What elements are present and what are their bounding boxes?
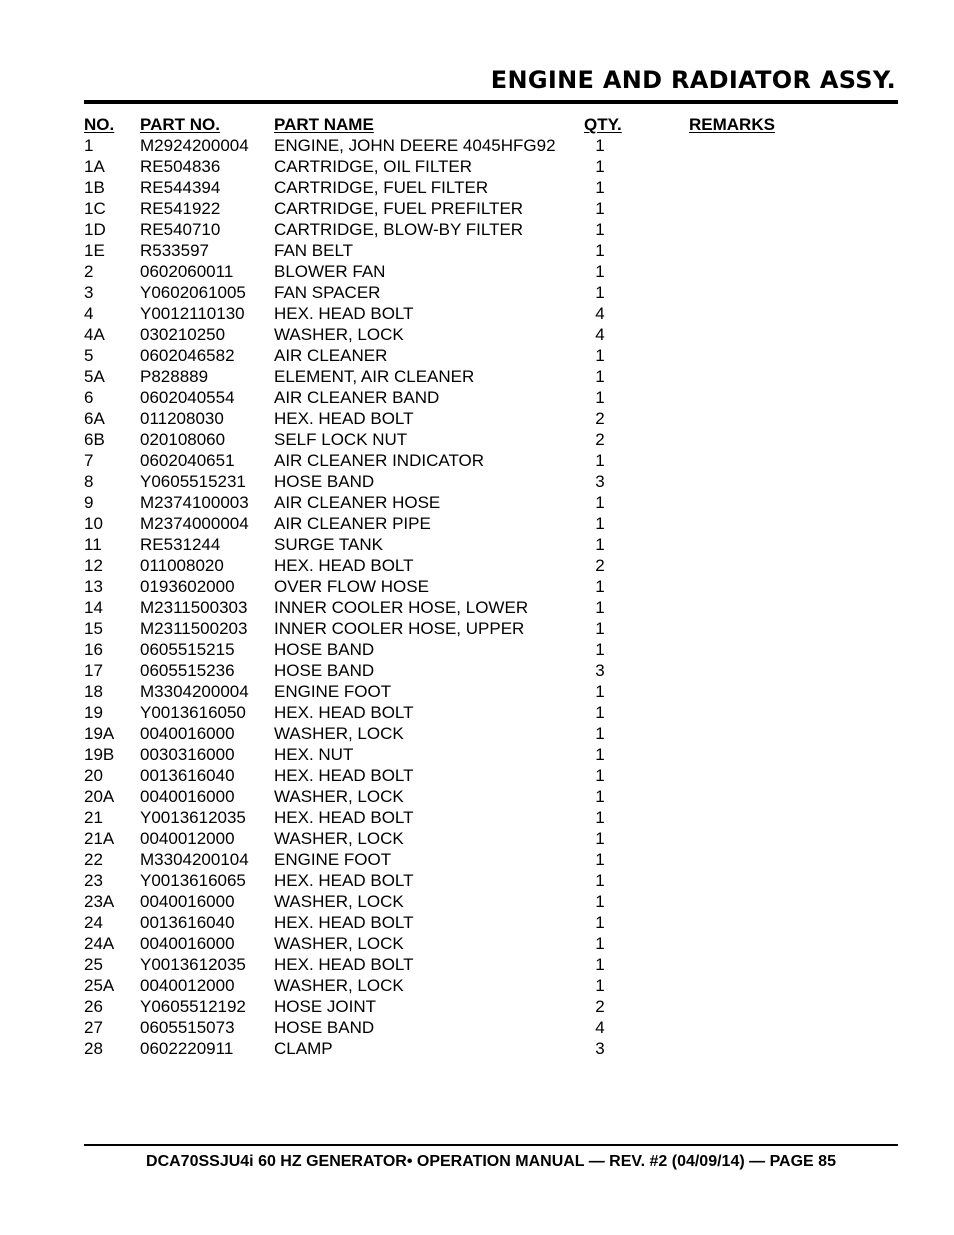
cell-no: 1 xyxy=(84,136,94,155)
cell-part-name: WASHER, LOCK xyxy=(274,724,404,743)
cell-part-name: HEX. HEAD BOLT xyxy=(274,703,414,722)
table-row xyxy=(84,849,898,870)
table-row xyxy=(84,261,898,282)
cell-qty: 1 xyxy=(595,850,605,869)
cell-no: 5 xyxy=(84,346,94,365)
cell-part-no: 0602060011 xyxy=(140,262,234,281)
cell-part-no: 0030316000 xyxy=(140,745,235,764)
cell-part-name: ELEMENT, AIR CLEANER xyxy=(274,367,475,386)
cell-part-no: 020108060 xyxy=(140,430,226,449)
table-row xyxy=(84,1017,898,1038)
table-row xyxy=(84,429,898,450)
cell-part-name: OVER FLOW HOSE xyxy=(274,577,429,596)
table-row xyxy=(84,702,898,723)
cell-part-name: HEX. HEAD BOLT xyxy=(274,556,414,575)
cell-part-name: HOSE BAND xyxy=(274,661,375,680)
cell-no: 8 xyxy=(84,472,94,491)
cell-no: 25A xyxy=(84,976,115,995)
table-row xyxy=(84,975,898,996)
cell-part-no: 0040012000 xyxy=(140,829,235,848)
table-row xyxy=(84,513,898,534)
cell-qty: 1 xyxy=(595,493,605,512)
table-row xyxy=(84,366,898,387)
cell-qty: 1 xyxy=(595,955,605,974)
table-row xyxy=(84,576,898,597)
cell-no: 28 xyxy=(84,1039,103,1058)
cell-qty: 3 xyxy=(595,1039,605,1058)
cell-part-no: M2374000004 xyxy=(140,514,249,533)
cell-part-name: BLOWER FAN xyxy=(274,262,386,281)
cell-part-no: RE544394 xyxy=(140,178,221,197)
table-row xyxy=(84,324,898,345)
cell-no: 23A xyxy=(84,892,115,911)
cell-part-name: CARTRIDGE, FUEL PREFILTER xyxy=(274,199,524,218)
cell-part-no: Y0013612035 xyxy=(140,955,246,974)
cell-part-no: 0013616040 xyxy=(140,766,235,785)
cell-no: 1D xyxy=(84,220,106,239)
cell-part-no: R533597 xyxy=(140,241,210,260)
cell-part-no: 0040012000 xyxy=(140,976,235,995)
cell-no: 24A xyxy=(84,934,115,953)
cell-qty: 1 xyxy=(595,640,605,659)
header-no: NO. xyxy=(84,115,115,134)
cell-no: 9 xyxy=(84,493,94,512)
cell-part-name: SURGE TANK xyxy=(274,535,383,554)
page-footer: DCA70SSJU4i 60 HZ GENERATOR• OPERATION MANUAL — REV. #2 (04/09/14) — PAGE 85 xyxy=(146,1153,836,1170)
cell-part-no: 0602220911 xyxy=(140,1039,234,1058)
cell-part-no: M2311500303 xyxy=(140,598,248,617)
cell-no: 13 xyxy=(84,577,103,596)
cell-no: 26 xyxy=(84,997,103,1016)
cell-part-name: HEX. HEAD BOLT xyxy=(274,808,414,827)
table-header-row xyxy=(84,114,898,135)
cell-part-name: ENGINE FOOT xyxy=(274,850,392,869)
cell-part-name: HEX. HEAD BOLT xyxy=(274,766,414,785)
cell-qty: 2 xyxy=(595,430,605,449)
cell-part-name: HEX. HEAD BOLT xyxy=(274,871,414,890)
cell-qty: 1 xyxy=(595,703,605,722)
cell-qty: 1 xyxy=(595,934,605,953)
table-row xyxy=(84,471,898,492)
table-row xyxy=(84,912,898,933)
cell-qty: 1 xyxy=(595,787,605,806)
table-row xyxy=(84,408,898,429)
cell-no: 4 xyxy=(84,304,94,323)
cell-part-no: Y0013612035 xyxy=(140,808,246,827)
cell-part-no: M2374100003 xyxy=(140,493,249,512)
cell-qty: 1 xyxy=(595,682,605,701)
cell-part-name: WASHER, LOCK xyxy=(274,829,404,848)
cell-qty: 1 xyxy=(595,913,605,932)
cell-no: 20 xyxy=(84,766,103,785)
cell-part-name: SELF LOCK NUT xyxy=(274,430,408,449)
cell-part-name: HOSE BAND xyxy=(274,640,375,659)
cell-qty: 1 xyxy=(595,619,605,638)
cell-part-name: WASHER, LOCK xyxy=(274,892,404,911)
cell-qty: 1 xyxy=(595,199,605,218)
cell-no: 5A xyxy=(84,367,105,386)
cell-part-no: M3304200004 xyxy=(140,682,249,701)
cell-qty: 4 xyxy=(595,325,605,344)
cell-qty: 3 xyxy=(595,472,605,491)
cell-qty: 1 xyxy=(595,262,605,281)
cell-part-no: 0040016000 xyxy=(140,724,235,743)
table-row xyxy=(84,450,898,471)
cell-part-name: INNER COOLER HOSE, LOWER xyxy=(274,598,529,617)
cell-no: 2 xyxy=(84,262,94,281)
cell-qty: 1 xyxy=(595,241,605,260)
cell-part-no: 0013616040 xyxy=(140,913,235,932)
cell-no: 22 xyxy=(84,850,103,869)
cell-qty: 1 xyxy=(595,157,605,176)
table-row xyxy=(84,954,898,975)
table-row xyxy=(84,597,898,618)
cell-part-no: Y0605515231 xyxy=(140,472,246,491)
cell-part-no: 0040016000 xyxy=(140,934,235,953)
table-row xyxy=(84,1038,898,1059)
cell-part-name: CLAMP xyxy=(274,1039,333,1058)
table-row xyxy=(84,723,898,744)
cell-no: 10 xyxy=(84,514,103,533)
table-row xyxy=(84,639,898,660)
cell-part-name: HEX. HEAD BOLT xyxy=(274,913,414,932)
parts-table xyxy=(84,114,898,1059)
cell-part-no: 011208030 xyxy=(140,409,224,428)
table-row xyxy=(84,135,898,156)
cell-part-no: RE531244 xyxy=(140,535,221,554)
cell-part-name: HEX. HEAD BOLT xyxy=(274,304,414,323)
cell-qty: 1 xyxy=(595,451,605,470)
cell-part-name: AIR CLEANER INDICATOR xyxy=(274,451,485,470)
table-row xyxy=(84,618,898,639)
table-row xyxy=(84,303,898,324)
cell-qty: 1 xyxy=(595,577,605,596)
cell-part-name: HEX. HEAD BOLT xyxy=(274,409,414,428)
table-row xyxy=(84,870,898,891)
header-part-name: PART NAME xyxy=(274,115,374,134)
cell-part-no: RE504836 xyxy=(140,157,221,176)
table-row xyxy=(84,828,898,849)
cell-qty: 1 xyxy=(595,745,605,764)
cell-part-name: INNER COOLER HOSE, UPPER xyxy=(274,619,525,638)
cell-qty: 4 xyxy=(595,304,605,323)
table-row xyxy=(84,345,898,366)
table-row xyxy=(84,156,898,177)
cell-no: 12 xyxy=(84,556,103,575)
cell-no: 11 xyxy=(84,535,102,554)
cell-no: 6B xyxy=(84,430,105,449)
cell-part-name: CARTRIDGE, FUEL FILTER xyxy=(274,178,489,197)
cell-part-name: HEX. HEAD BOLT xyxy=(274,955,414,974)
cell-no: 25 xyxy=(84,955,103,974)
table-row xyxy=(84,240,898,261)
table-row xyxy=(84,891,898,912)
cell-no: 15 xyxy=(84,619,103,638)
cell-no: 7 xyxy=(84,451,94,470)
cell-qty: 1 xyxy=(595,178,605,197)
page-title: ENGINE AND RADIATOR ASSY. xyxy=(490,66,896,94)
cell-qty: 4 xyxy=(595,1018,605,1037)
cell-qty: 1 xyxy=(595,976,605,995)
table-row xyxy=(84,177,898,198)
table-row xyxy=(84,765,898,786)
cell-part-no: P828889 xyxy=(140,367,209,386)
cell-part-name: HEX. NUT xyxy=(274,745,354,764)
cell-part-no: M2924200004 xyxy=(140,136,249,155)
cell-qty: 1 xyxy=(595,829,605,848)
cell-part-name: FAN SPACER xyxy=(274,283,381,302)
table-row xyxy=(84,744,898,765)
cell-part-no: 0040016000 xyxy=(140,892,235,911)
table-row xyxy=(84,996,898,1017)
cell-part-name: AIR CLEANER PIPE xyxy=(274,514,431,533)
cell-part-name: WASHER, LOCK xyxy=(274,787,404,806)
cell-part-no: 0605515073 xyxy=(140,1018,235,1037)
cell-part-no: 011008020 xyxy=(140,556,224,575)
table-row xyxy=(84,786,898,807)
cell-part-no: 0193602000 xyxy=(140,577,235,596)
cell-part-no: 030210250 xyxy=(140,325,226,344)
cell-part-name: HOSE BAND xyxy=(274,472,375,491)
cell-part-no: Y0013616065 xyxy=(140,871,246,890)
table-row xyxy=(84,492,898,513)
cell-qty: 1 xyxy=(595,535,605,554)
cell-part-name: ENGINE, JOHN DEERE 4045HFG92 xyxy=(274,136,556,155)
table-row xyxy=(84,387,898,408)
cell-part-no: 0602046582 xyxy=(140,346,235,365)
cell-no: 6A xyxy=(84,409,105,428)
cell-part-name: AIR CLEANER HOSE xyxy=(274,493,441,512)
cell-part-no: M3304200104 xyxy=(140,850,249,869)
cell-qty: 1 xyxy=(595,220,605,239)
table-row xyxy=(84,219,898,240)
cell-no: 14 xyxy=(84,598,103,617)
cell-part-no: 0602040651 xyxy=(140,451,235,470)
cell-qty: 1 xyxy=(595,892,605,911)
cell-part-name: HOSE BAND xyxy=(274,1018,375,1037)
cell-part-name: WASHER, LOCK xyxy=(274,325,404,344)
cell-part-name: WASHER, LOCK xyxy=(274,976,404,995)
header-qty: QTY. xyxy=(584,115,622,134)
cell-part-name: AIR CLEANER BAND xyxy=(274,388,440,407)
table-row xyxy=(84,933,898,954)
cell-qty: 1 xyxy=(595,136,605,155)
cell-qty: 2 xyxy=(595,556,605,575)
cell-part-no: Y0602061005 xyxy=(140,283,246,302)
cell-no: 16 xyxy=(84,640,103,659)
cell-part-no: Y0605512192 xyxy=(140,997,246,1016)
cell-no: 27 xyxy=(84,1018,103,1037)
cell-qty: 2 xyxy=(595,409,605,428)
cell-no: 19B xyxy=(84,745,115,764)
cell-no: 4A xyxy=(84,325,105,344)
cell-part-name: CARTRIDGE, BLOW-BY FILTER xyxy=(274,220,524,239)
cell-qty: 1 xyxy=(595,367,605,386)
cell-no: 20A xyxy=(84,787,115,806)
cell-no: 23 xyxy=(84,871,103,890)
table-row xyxy=(84,555,898,576)
cell-no: 1E xyxy=(84,241,105,260)
cell-part-no: 0605515236 xyxy=(140,661,235,680)
cell-qty: 1 xyxy=(595,388,605,407)
cell-part-no: M2311500203 xyxy=(140,619,248,638)
cell-no: 3 xyxy=(84,283,94,302)
cell-qty: 1 xyxy=(595,871,605,890)
header-part-no: PART NO. xyxy=(140,115,220,134)
cell-qty: 1 xyxy=(595,283,605,302)
cell-part-no: 0602040554 xyxy=(140,388,235,407)
cell-qty: 1 xyxy=(595,766,605,785)
cell-no: 6 xyxy=(84,388,94,407)
cell-part-name: AIR CLEANER xyxy=(274,346,388,365)
cell-no: 19A xyxy=(84,724,115,743)
table-row xyxy=(84,660,898,681)
cell-part-name: ENGINE FOOT xyxy=(274,682,392,701)
table-row xyxy=(84,534,898,555)
cell-no: 17 xyxy=(84,661,103,680)
cell-part-no: RE540710 xyxy=(140,220,221,239)
table-row xyxy=(84,282,898,303)
title-divider xyxy=(84,100,898,104)
cell-qty: 1 xyxy=(595,346,605,365)
cell-qty: 1 xyxy=(595,808,605,827)
cell-no: 21A xyxy=(84,829,115,848)
table-row xyxy=(84,198,898,219)
cell-no: 1B xyxy=(84,178,105,197)
cell-part-no: Y0013616050 xyxy=(140,703,246,722)
cell-qty: 3 xyxy=(595,661,605,680)
table-body xyxy=(84,135,898,1059)
cell-part-no: RE541922 xyxy=(140,199,221,218)
cell-qty: 1 xyxy=(595,514,605,533)
cell-no: 1A xyxy=(84,157,105,176)
cell-part-no: 0605515215 xyxy=(140,640,235,659)
table-row xyxy=(84,681,898,702)
cell-part-name: CARTRIDGE, OIL FILTER xyxy=(274,157,473,176)
footer-divider xyxy=(84,1144,898,1146)
header-remarks: REMARKS xyxy=(689,115,775,134)
cell-no: 24 xyxy=(84,913,103,932)
cell-no: 1C xyxy=(84,199,106,218)
cell-part-name: FAN BELT xyxy=(274,241,354,260)
table-row xyxy=(84,807,898,828)
cell-part-no: 0040016000 xyxy=(140,787,235,806)
cell-no: 19 xyxy=(84,703,103,722)
cell-part-name: HOSE JOINT xyxy=(274,997,377,1016)
cell-qty: 2 xyxy=(595,997,605,1016)
cell-part-no: Y0012110130 xyxy=(140,304,245,323)
cell-no: 21 xyxy=(84,808,103,827)
cell-no: 18 xyxy=(84,682,103,701)
cell-qty: 1 xyxy=(595,724,605,743)
cell-part-name: WASHER, LOCK xyxy=(274,934,404,953)
cell-qty: 1 xyxy=(595,598,605,617)
